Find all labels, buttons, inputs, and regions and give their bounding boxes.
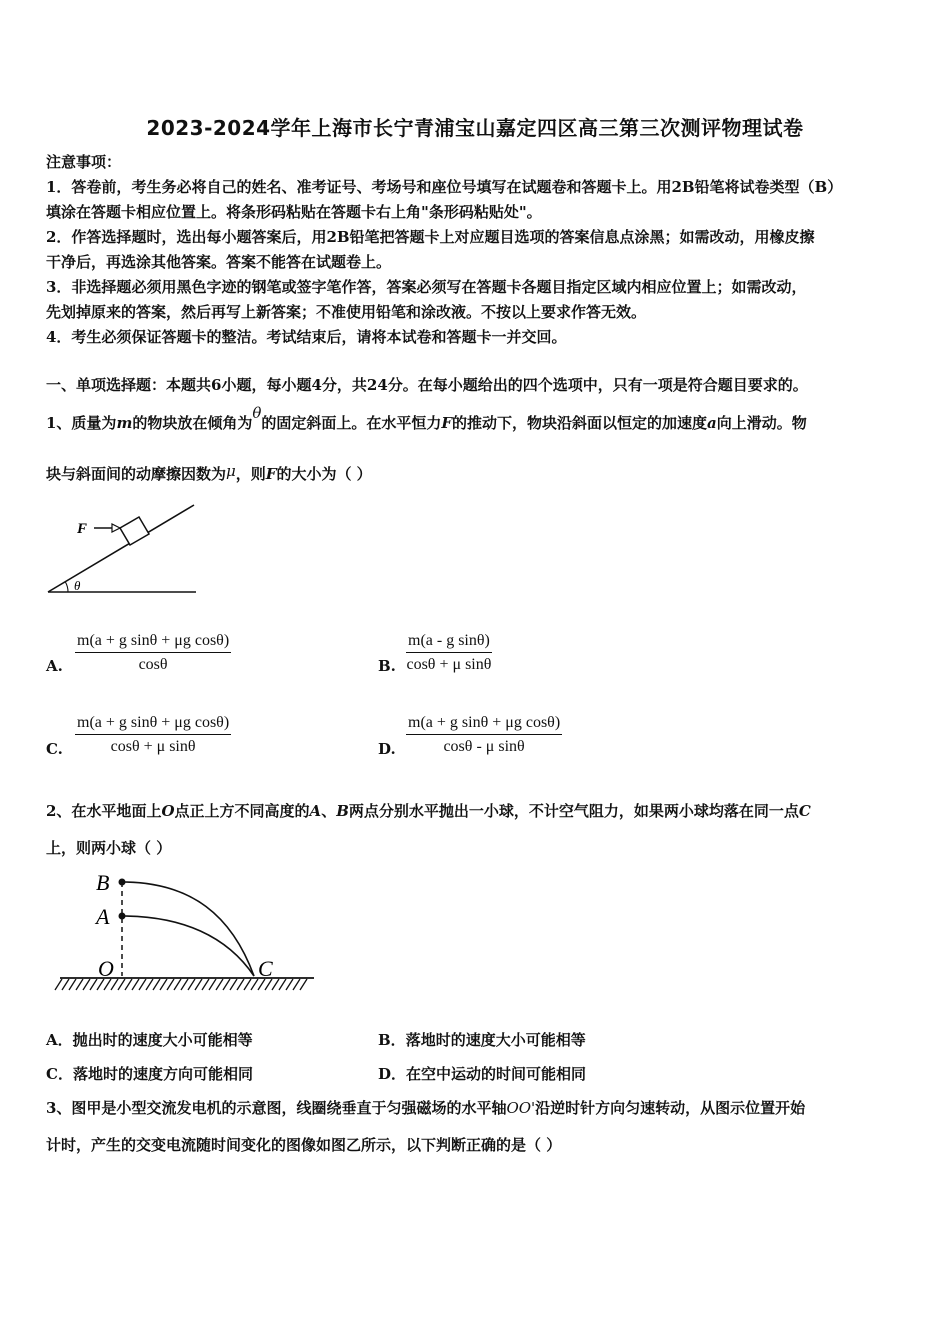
q1-text: 向上滑动。物 — [716, 414, 807, 432]
q1-option-c-fraction — [75, 714, 231, 756]
hatch-mark — [279, 979, 286, 990]
q1-text: 块与斜面间的动摩擦因数为 — [46, 465, 227, 483]
q3-line2: 计时，产生的交变电流随时间变化的图像如图乙所示，以下判断正确的是（ ） — [46, 1136, 562, 1154]
q2-line2: 上，则两小球（ ） — [46, 839, 172, 857]
q2-option-c — [46, 1063, 253, 1084]
q2-var-O: O — [161, 802, 175, 820]
hatch-mark — [272, 979, 279, 990]
label-b: B — [96, 870, 110, 895]
option-text: 在空中运动的时间可能相同 — [406, 1065, 587, 1083]
trajectory-a — [122, 916, 254, 976]
notice-heading: 注意事项： — [46, 153, 122, 171]
q3-line1 — [46, 1097, 805, 1118]
section-heading: 一、单项选择题：本题共6小题，每小题4分，共24分。在每小题给出的四个选项中，只有一项是符合题目要求的。 — [46, 376, 808, 394]
hatch-mark — [167, 979, 174, 990]
q2-option-a — [46, 1029, 253, 1050]
hatch-mark — [146, 979, 153, 990]
q1-option-a-letter: A. — [46, 657, 63, 675]
fraction-denominator: cosθ + μ sinθ — [110, 738, 196, 755]
q2-var-B: B — [336, 802, 349, 820]
hatch-mark — [251, 979, 258, 990]
notice-line: 4．考生必须保证答题卡的整洁。考试结束后，请将本试卷和答题卡一并交回。 — [46, 328, 567, 346]
q1-option-c-letter: C. — [46, 740, 63, 758]
notice-line: 干净后，再选涂其他答案。答案不能答在试题卷上。 — [46, 253, 392, 271]
q2-text: 2、在水平地面上 — [46, 802, 162, 820]
label-a: A — [96, 904, 110, 929]
option-text: 落地时的速度大小可能相等 — [405, 1031, 586, 1049]
q2-option-b — [378, 1029, 586, 1050]
q3-text: 3、图甲是小型交流发电机的示意图，线圈绕垂直于匀强磁场的水平轴 — [46, 1099, 507, 1117]
hatch-mark — [174, 979, 181, 990]
hatch-mark — [188, 979, 195, 990]
fraction-denominator: cosθ — [138, 656, 168, 673]
force-arrowhead — [112, 524, 120, 532]
hatch-mark — [76, 979, 83, 990]
fraction-numerator: m(a - g sinθ) — [406, 632, 492, 653]
q1-line1 — [46, 404, 807, 433]
q1-option-b-letter: B. — [378, 657, 396, 675]
fraction-denominator: cosθ + μ sinθ — [406, 656, 492, 673]
option-text: 落地时的速度方向可能相同 — [72, 1065, 253, 1083]
angle-arc — [65, 582, 68, 592]
hatch-mark — [202, 979, 209, 990]
q3-text: 沿逆时针方向匀速转动，从图示位置开始 — [535, 1099, 806, 1117]
fraction-denominator: cosθ - μ sinθ — [443, 738, 525, 755]
hatch-mark — [90, 979, 97, 990]
label-c: C — [258, 956, 273, 981]
q1-var-theta: θ — [252, 404, 262, 422]
q1-var-a: a — [707, 414, 717, 432]
q2-var-A: A — [309, 802, 322, 820]
q1-text: 1、质量为 — [46, 414, 117, 432]
option-letter: B． — [378, 1031, 406, 1049]
fraction-numerator: m(a + g sinθ + μg cosθ) — [75, 632, 231, 653]
force-label: F — [77, 521, 88, 537]
q2-text: 、 — [321, 802, 337, 820]
q1-option-a-fraction — [75, 632, 231, 674]
q1-text: 的大小为（ ） — [276, 465, 372, 483]
hatch-mark — [139, 979, 146, 990]
hatch-mark — [83, 979, 90, 990]
hatch-mark — [153, 979, 160, 990]
fraction-numerator: m(a + g sinθ + μg cosθ) — [406, 714, 562, 735]
fraction-numerator: m(a + g sinθ + μg cosθ) — [75, 714, 231, 735]
q1-incline-figure — [40, 498, 210, 600]
block — [120, 517, 149, 545]
page-title: 2023-2024学年上海市长宁青浦宝山嘉定四区高三第三次测评物理试卷 — [146, 116, 804, 140]
hatch-mark — [237, 979, 244, 990]
hatch-mark — [125, 979, 132, 990]
hatch-mark — [223, 979, 230, 990]
hatch-mark — [160, 979, 167, 990]
q2-projectile-figure — [52, 866, 322, 998]
q1-var-m: m — [116, 414, 133, 432]
hatch-mark — [230, 979, 237, 990]
q1-var-mu: μ — [226, 462, 236, 480]
q2-option-d — [378, 1063, 586, 1084]
notice-line: 先划掉原来的答案，然后再写上新答案；不准使用铅笔和涂改液。不按以上要求作答无效。 — [46, 303, 647, 321]
hatch-mark — [132, 979, 139, 990]
notice-line: 3．非选择题必须用黑色字迹的钢笔或签字笔作答，答案必须写在答题卡各题目指定区域内相应位置上；如需改动， — [46, 278, 807, 296]
hatch-mark — [216, 979, 223, 990]
incline-line — [48, 505, 194, 592]
hatch-mark — [118, 979, 125, 990]
q1-option-d-letter: D. — [378, 740, 396, 758]
hatch-mark — [244, 979, 251, 990]
hatch-mark — [69, 979, 76, 990]
hatch-mark — [181, 979, 188, 990]
hatch-mark — [195, 979, 202, 990]
q3-var-axis: OO' — [506, 1099, 536, 1117]
q1-option-b-fraction — [406, 632, 492, 674]
option-text: 抛出时的速度大小可能相等 — [72, 1031, 253, 1049]
option-letter: C． — [46, 1065, 73, 1083]
q2-text: 点正上方不同高度的 — [174, 802, 310, 820]
q1-text: 的物块放在倾角为 — [132, 414, 253, 432]
q1-text: ，则 — [235, 465, 266, 483]
notice-line: 2．作答选择题时，选出每小题答案后，用2B铅笔把答题卡上对应题目选项的答案信息点涂黑；如需改动，用橡皮擦 — [46, 228, 815, 246]
label-o: O — [98, 956, 114, 981]
angle-label: θ — [74, 578, 81, 593]
notice-line: 1．答卷前，考生务必将自己的姓名、准考证号、考场号和座位号填写在试题卷和答题卡上。用2B铅笔将试卷类型（B） — [46, 178, 843, 196]
q2-var-C: C — [798, 802, 811, 820]
option-letter: A． — [46, 1031, 73, 1049]
q1-text: 的固定斜面上。在水平恒力 — [261, 414, 442, 432]
option-letter: D． — [378, 1065, 407, 1083]
q1-text: 的推动下，物块沿斜面以恒定的加速度 — [452, 414, 708, 432]
notice-line: 填涂在答题卡相应位置上。将条形码粘贴在答题卡右上角"条形码粘贴处"。 — [46, 203, 542, 221]
hatch-mark — [62, 979, 69, 990]
q1-line2 — [46, 463, 372, 484]
q2-line1 — [46, 800, 811, 821]
hatch-mark — [300, 979, 307, 990]
hatch-mark — [209, 979, 216, 990]
q1-option-d-fraction — [406, 714, 562, 756]
hatch-mark — [55, 979, 62, 990]
q2-text: 两点分别水平抛出一小球，不计空气阻力，如果两小球均落在同一点 — [348, 802, 799, 820]
q1-var-F: F — [441, 414, 453, 432]
trajectory-b — [122, 882, 254, 976]
q1-var-F: F — [265, 465, 277, 483]
hatch-mark — [286, 979, 293, 990]
hatch-mark — [293, 979, 300, 990]
